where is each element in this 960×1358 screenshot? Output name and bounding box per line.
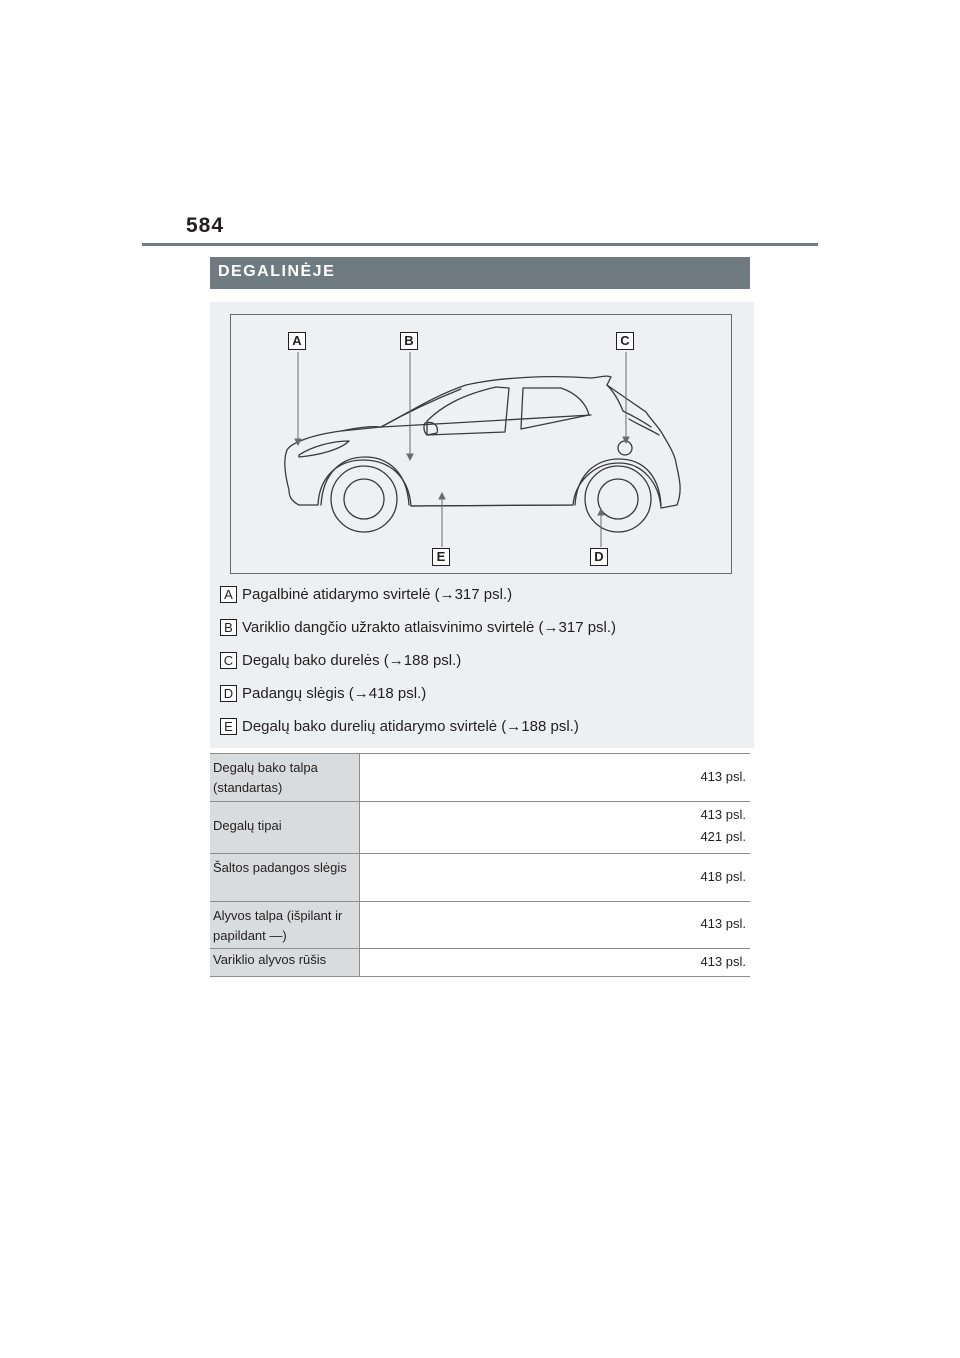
table-row	[210, 902, 750, 949]
section-title: DEGALINĖJE	[218, 263, 336, 280]
callout-d: D	[590, 548, 608, 566]
legend-badge: C	[220, 652, 237, 669]
legend-item	[220, 685, 740, 718]
legend-list	[220, 586, 740, 751]
section-banner	[210, 257, 750, 289]
legend-text: Degalų bako durelės (→188 psl.)	[242, 652, 462, 669]
row-pages	[700, 866, 746, 888]
headlight	[299, 441, 349, 457]
callout-b: B	[400, 332, 418, 350]
front-wheel-tire	[331, 466, 397, 532]
front-window	[427, 387, 509, 435]
info-panel	[210, 302, 754, 748]
fuel-door	[618, 441, 632, 455]
legend-text: Degalų bako durelių atidarymo svirtelė (→188 psl.)	[242, 718, 579, 735]
rear-window	[521, 388, 589, 429]
table-row	[210, 949, 750, 977]
row-label: Alyvos talpa (išpilant ir papildant —)	[210, 902, 360, 948]
page-number: 584	[186, 214, 225, 237]
row-pages	[700, 766, 746, 788]
page-reference: 413 psl.	[700, 807, 746, 822]
car-illustration	[230, 314, 732, 574]
row-label: Šaltos padangos slėgis	[210, 854, 360, 901]
legend-item	[220, 718, 740, 751]
legend-badge: D	[220, 685, 237, 702]
header-rule	[142, 243, 818, 246]
row-pages	[700, 951, 746, 973]
callout-c: C	[616, 332, 634, 350]
callout-a: A	[288, 332, 306, 350]
page-reference: 421 psl.	[700, 829, 746, 844]
legend-text: Pagalbinė atidarymo svirtelė (→317 psl.)	[242, 586, 513, 603]
legend-item	[220, 586, 740, 619]
page-reference: 413 psl.	[700, 769, 746, 784]
front-wheel-rim	[344, 479, 384, 519]
legend-item	[220, 652, 740, 685]
legend-badge: E	[220, 718, 237, 735]
page-reference: 413 psl.	[700, 916, 746, 931]
car-side-view-drawing	[231, 315, 733, 575]
reference-table	[210, 753, 750, 977]
row-pages	[700, 804, 746, 848]
row-pages	[700, 913, 746, 935]
legend-badge: A	[220, 586, 237, 603]
legend-text: Padangų slėgis (→418 psl.)	[242, 685, 427, 702]
table-row	[210, 754, 750, 802]
row-label: Degalų bako talpa (standartas)	[210, 754, 360, 801]
page-reference: 418 psl.	[700, 869, 746, 884]
legend-badge: B	[220, 619, 237, 636]
callout-e: E	[432, 548, 450, 566]
rear-wheel-rim	[598, 479, 638, 519]
table-row	[210, 854, 750, 902]
row-label: Variklio alyvos rūšis	[210, 949, 360, 976]
legend-text: Variklio dangčio užrakto atlaisvinimo svirtelė (→317 psl.)	[242, 619, 617, 636]
legend-item	[220, 619, 740, 652]
windshield	[381, 389, 461, 427]
rear-wheel-tire	[585, 466, 651, 532]
table-row	[210, 802, 750, 854]
row-label: Degalų tipai	[210, 802, 360, 853]
page-reference: 413 psl.	[700, 954, 746, 969]
